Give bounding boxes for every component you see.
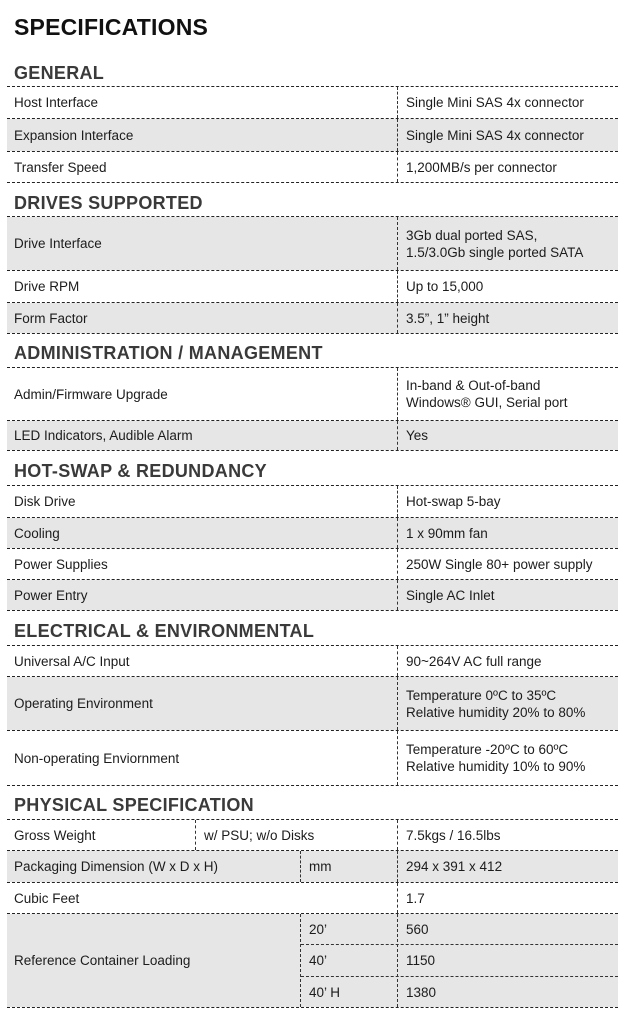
spec-label: Expansion Interface [14, 127, 134, 143]
spec-label: Disk Drive [14, 494, 76, 509]
page-title: SPECIFICATIONS [14, 14, 209, 40]
spec-label: Host Interface [14, 95, 99, 110]
spec-label: Non-operating Enviornment [14, 750, 180, 766]
column-divider [397, 119, 398, 151]
spec-label: Power Entry [14, 587, 88, 603]
spec-value: Up to 15,000 [406, 279, 484, 294]
spec-value-line: Relative humidity 10% to 90% [406, 759, 586, 774]
spec-row-drive-rpm [7, 271, 618, 302]
spec-row-form-factor [7, 303, 618, 333]
spec-value: 7.5kgs / 16.5lbs [406, 827, 501, 843]
spec-row-cooling [7, 518, 618, 548]
container-value: 1150 [406, 953, 436, 968]
spec-row-operating-environment [7, 677, 618, 730]
spec-value: Single Mini SAS 4x connector [406, 95, 584, 110]
spec-row-led-indicators [7, 421, 618, 450]
divider [301, 976, 618, 977]
container-size: 40’ H [309, 984, 341, 1000]
column-divider [397, 549, 398, 579]
column-divider [397, 217, 398, 270]
column-divider [397, 820, 398, 850]
section-general-heading: GENERAL [14, 63, 105, 83]
divider [7, 610, 618, 611]
divider [7, 333, 618, 334]
spec-label: Cooling [14, 525, 60, 541]
column-divider [397, 271, 398, 302]
spec-row-gross-weight [7, 820, 618, 850]
spec-value-line: In-band & Out-of-band [406, 378, 541, 393]
spec-label: Admin/Firmware Upgrade [14, 386, 168, 402]
spec-row-power-supplies [7, 549, 618, 579]
column-divider [397, 677, 398, 730]
section-physical-heading: PHYSICAL SPECIFICATION [14, 795, 254, 815]
spec-row-expansion-interface [7, 119, 618, 151]
spec-row-host-interface [7, 87, 618, 118]
column-divider [397, 646, 398, 676]
spec-value-line: 1.5/3.0Gb single ported SATA [406, 244, 584, 260]
column-divider [195, 820, 196, 850]
spec-label: Power Supplies [14, 556, 108, 572]
section-hotswap-heading: HOT-SWAP & REDUNDANCY [14, 461, 267, 481]
spec-label: Drive Interface [14, 236, 102, 251]
spec-row-cubic-feet [7, 883, 618, 913]
spec-note: w/ PSU; w/o Disks [204, 827, 315, 843]
spec-label: Operating Environment [14, 696, 153, 711]
spec-value-line: Windows® GUI, Serial port [406, 395, 568, 410]
spec-value: 250W Single 80+ power supply [406, 556, 593, 572]
spec-value-line: Temperature 0ºC to 35ºC [406, 687, 557, 703]
column-divider [397, 368, 398, 420]
column-divider [397, 87, 398, 118]
spec-unit: mm [309, 859, 332, 874]
spec-value-line: Relative humidity 20% to 80% [406, 704, 586, 720]
spec-value: Yes [406, 428, 429, 443]
spec-row-disk-drive [7, 486, 618, 517]
spec-row-non-operating-environment [7, 731, 618, 785]
divider [7, 450, 618, 451]
divider [7, 1007, 618, 1008]
column-divider [397, 731, 398, 785]
spec-value: 1.7 [406, 890, 425, 906]
spec-value: Single AC Inlet [406, 587, 495, 603]
container-value: 560 [406, 921, 429, 937]
spec-label: Drive RPM [14, 279, 80, 294]
spec-row-packaging-dimension [7, 851, 618, 882]
column-divider [397, 152, 398, 182]
spec-value: Single Mini SAS 4x connector [406, 127, 584, 143]
spec-row-transfer-speed [7, 152, 618, 182]
spec-label: Transfer Speed [14, 159, 107, 175]
column-divider [300, 851, 301, 882]
spec-value: 1,200MB/s per connector [406, 159, 557, 175]
spec-label: Gross Weight [14, 827, 96, 843]
spec-value: 90~264V AC full range [406, 653, 542, 669]
spec-row-container-loading [7, 914, 618, 1007]
spec-value: Hot-swap 5-bay [406, 494, 501, 509]
spec-label: Reference Container Loading [14, 953, 191, 968]
divider [7, 182, 618, 183]
spec-value-line: 3Gb dual ported SAS, [406, 227, 538, 243]
spec-label: Packaging Dimension (W x D x H) [14, 859, 219, 874]
container-value: 1380 [406, 984, 437, 1000]
column-divider [397, 303, 398, 333]
section-admin-heading: ADMINISTRATION / MANAGEMENT [14, 343, 323, 363]
section-drives-heading: DRIVES SUPPORTED [14, 193, 203, 213]
spec-row-drive-interface [7, 217, 618, 270]
divider [7, 785, 618, 786]
column-divider [397, 883, 398, 913]
spec-value: 294 x 391 x 412 [406, 859, 503, 874]
spec-row-universal-ac-input [7, 646, 618, 676]
spec-label: Form Factor [14, 310, 88, 326]
container-size: 20’ [309, 921, 328, 937]
column-divider [397, 486, 398, 517]
column-divider [397, 421, 398, 450]
spec-label: LED Indicators, Audible Alarm [14, 428, 193, 443]
divider [301, 944, 618, 945]
column-divider [397, 580, 398, 610]
column-divider [397, 914, 398, 1007]
spec-label: Universal A/C Input [14, 653, 130, 669]
spec-value: 1 x 90mm fan [406, 525, 488, 541]
spec-row-admin-firmware [7, 368, 618, 420]
spec-row-power-entry [7, 580, 618, 610]
spec-value: 3.5”, 1” height [406, 310, 490, 326]
container-size: 40’ [309, 953, 328, 968]
section-electrical-heading: ELECTRICAL & ENVIRONMENTAL [14, 621, 315, 641]
column-divider [397, 851, 398, 882]
spec-label: Cubic Feet [14, 890, 80, 906]
column-divider [300, 914, 301, 1007]
column-divider [397, 518, 398, 548]
spec-value-line: Temperature -20ºC to 60ºC [406, 742, 569, 757]
